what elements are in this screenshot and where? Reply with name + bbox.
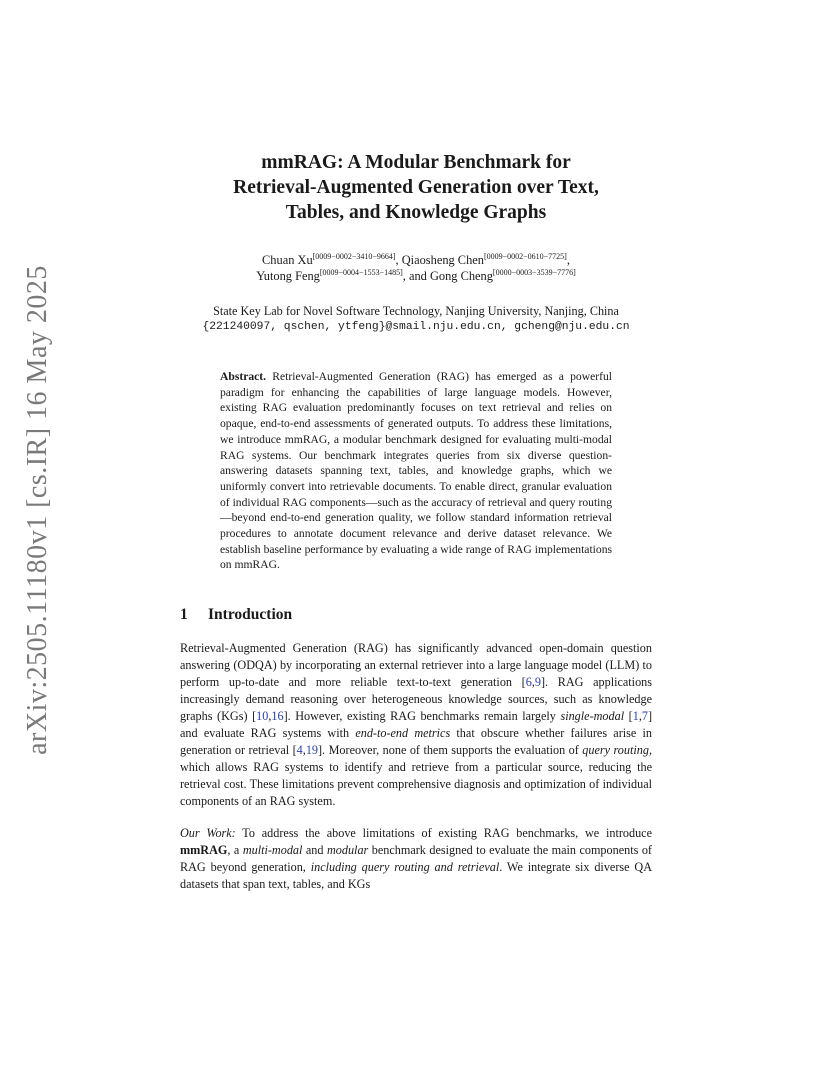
section-number: 1	[180, 606, 188, 624]
citation-link[interactable]: 4	[296, 743, 303, 758]
text-run: ]. RAG applications increasingly demand reasoning over heterogeneous knowledge sources, such as knowledge graphs (KGs) [	[180, 675, 653, 724]
text-run: [	[624, 709, 633, 724]
emphasis: end-to-end metrics	[355, 726, 451, 741]
text-run: Retrieval-Augmented Generation (RAG) has significantly advanced open-domain question answering (ODQA) by incorporating an external retriever into a large language model (LLM) to perform up-to-date and more reliable text-to-text generation [	[180, 641, 652, 690]
arxiv-identifier-stamp	[18, 265, 58, 755]
orcid-id: [0009−0004−1553−1485]	[319, 267, 403, 277]
text-run: ] and evaluate RAG systems with	[180, 709, 653, 741]
text-run: To address the above limitations of existing RAG benchmarks, we introduce	[235, 826, 652, 841]
citation-link[interactable]: 6	[525, 675, 532, 690]
author-name: Qiaosheng Chen	[401, 253, 484, 267]
section-heading	[180, 606, 652, 624]
paper-title	[180, 150, 652, 225]
citation-link[interactable]: 7	[641, 709, 648, 724]
citation-link[interactable]: 1	[632, 709, 639, 724]
emphasis: including query routing and retrieval	[310, 860, 500, 875]
text-run: ]. However, existing RAG benchmarks remain largely	[283, 709, 561, 724]
citation-link[interactable]: 16	[271, 709, 284, 724]
text-run: that obscure whether failures arise in generation or retrieval [	[180, 726, 652, 758]
intro-paragraph-2	[180, 825, 652, 893]
citation-link[interactable]: 10	[256, 709, 269, 724]
text-run: ,	[531, 675, 535, 690]
text-run: ,	[268, 709, 272, 724]
intro-paragraph-1	[180, 640, 652, 810]
title-line-2: Retrieval-Augmented Generation over Text,	[233, 177, 599, 198]
title-line-3: Tables, and Knowledge Graphs	[285, 202, 547, 223]
abstract-text: Retrieval-Augmented Generation (RAG) has emerged as a powerful paradigm for enhancing the capabilities of large language models. However, existing RAG evaluation predominantly focuses on text retrieval and relies on opaque, end-to-end assessments of generated outputs. To address these limitations, we introduce mmRAG, a modular benchmark designed for evaluating multi-modal RAG systems. Our benchmark integrates queries from six diverse question-answering datasets spanning text, tables, and knowledge graphs, which we uniformly convert into retrievable documents. To enable direct, granular evaluation of individual RAG components—such as the accuracy of retrieval and query routing—beyond end-to-end generation quality, we follow standard information retrieval procedures to annotate document relevance and derive dataset relevance. We establish baseline performance by evaluating a wide range of RAG implementations on mmRAG.	[220, 370, 612, 572]
abstract	[220, 369, 612, 573]
text-run: benchmark designed to evaluate the main components of RAG beyond generation,	[180, 843, 652, 875]
affiliation-block	[180, 303, 652, 335]
text-run: ]. Moreover, none of them supports the evaluation of	[318, 743, 583, 758]
arxiv-identifier-text: arXiv:2505.11180v1 [cs.IR] 16 May 2025	[22, 265, 53, 755]
citation-link[interactable]: 19	[305, 743, 318, 758]
text-run: . We integrate six diverse QA datasets that span text, tables, and KGs	[180, 860, 653, 892]
author-name: Gong Cheng	[429, 269, 493, 283]
paper-page	[180, 150, 652, 893]
author-list: Chuan Xu[0009−0002−3410−9664], Qiaosheng Chen[0009−0002−0610−7725], Yutong Feng[0009−0004−1553−1485], and Gong Cheng[0000−0003−3539−7776]	[256, 251, 576, 283]
citation-link[interactable]: 9	[534, 675, 541, 690]
abstract-label: Abstract.	[220, 370, 267, 383]
orcid-id: [0009−0002−0610−7725]	[483, 251, 567, 261]
emphasis: query routing	[582, 743, 649, 758]
emphasis: modular	[326, 843, 369, 858]
emphasis: single-modal	[560, 709, 625, 724]
paragraph-lead: Our Work:	[180, 826, 236, 841]
orcid-id: [0000−0003−3539−7776]	[492, 267, 576, 277]
author-name: Yutong Feng	[256, 269, 320, 283]
text-run: and	[302, 843, 327, 858]
author-emails: {221240097, qschen, ytfeng}@smail.nju.edu.cn, gcheng@nju.edu.cn	[202, 321, 630, 333]
benchmark-name: mmRAG	[180, 843, 228, 858]
affiliation: State Key Lab for Novel Software Technology, Nanjing University, Nanjing, China	[213, 304, 619, 318]
orcid-id: [0009−0002−3410−9664]	[312, 251, 396, 261]
title-line-1: mmRAG: A Modular Benchmark for	[261, 152, 571, 173]
section-title: Introduction	[208, 606, 293, 624]
text-run: , a	[227, 843, 243, 858]
text-run: ,	[638, 709, 642, 724]
text-run: , which allows RAG systems to identify and retrieve from a particular source, reducing the retrieval cost. These limitations prevent comprehensive diagnosis and optimization of individual components of an RAG system.	[180, 743, 653, 809]
author-name: Chuan Xu	[262, 253, 313, 267]
emphasis: multi-modal	[242, 843, 303, 858]
text-run: ,	[302, 743, 306, 758]
